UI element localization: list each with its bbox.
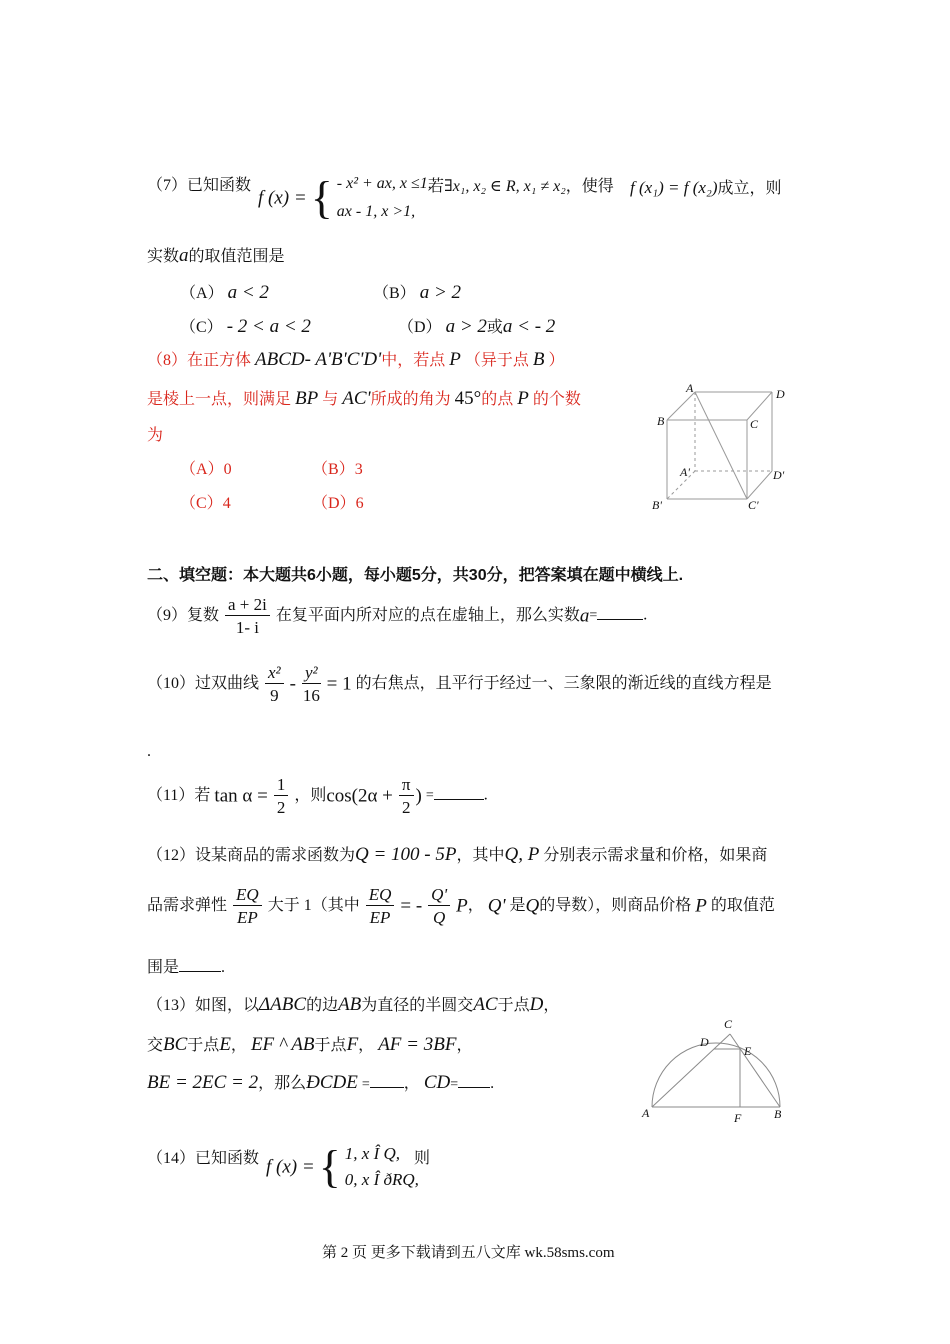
semicircle-label-f: F <box>734 1111 742 1125</box>
q8-option-a: （A）0 <box>180 461 232 478</box>
q7-equation: f (x₁) = f (x₂)成立，则 <box>630 178 782 197</box>
q8-line2: 是棱上一点，则满足 BP 与 AC'所成的角为 45°的点 P 的个数 <box>147 388 581 409</box>
cube-label-c: C <box>750 417 759 431</box>
q9-fraction: $\frac{a + 2i}{1- i}$ <box>225 596 270 636</box>
q8-option-b: （B）3 <box>312 461 363 478</box>
cube-label-b-prime: B' <box>652 498 662 512</box>
q14-lead: （14）已知函数 <box>147 1150 260 1167</box>
q9-line: （9）复数 $\frac{a + 2i}{1- i}$ 在复平面内所对应的点在虚轴上，那么实数a= . <box>147 595 648 637</box>
section-fill-in-heading: 二、填空题：本大题共6小题，每小题5分，共30分，把答案填在题中横线上. <box>147 567 684 584</box>
semicircle-label-b: B <box>774 1107 782 1121</box>
cube-label-c-prime: C' <box>748 498 759 512</box>
q7-line1: （7）已知函数 <box>147 177 252 194</box>
q14-piecewise: f (x) = { 1, x Î Q, 0, x Î ðRQ, <box>266 1141 419 1192</box>
q7-option-a: （A） a < 2 <box>180 282 269 303</box>
q8-option-c: （C）4 <box>180 495 231 512</box>
q13-line1: （13）如图，以ΔABC的边AB为直径的半圆交AC于点D， <box>147 994 560 1015</box>
semicircle-label-c: C <box>724 1017 733 1031</box>
cube-label-d: D <box>776 387 785 401</box>
cube-label-a-prime: A' <box>680 465 690 479</box>
left-brace-icon: { <box>318 1141 341 1192</box>
cube-label-a: A <box>686 381 694 395</box>
q10-dot: . <box>147 743 151 760</box>
page-footer: 第 2 页 更多下载请到五八文库 wk.58sms.com <box>322 1245 615 1261</box>
q13-line2: 交BC于点E， EF ^ AB于点F， AF = 3BF， <box>147 1034 473 1055</box>
q7-option-b: （B） a > 2 <box>373 282 462 303</box>
left-brace-icon: { <box>310 172 333 223</box>
q12-line2: 品需求弹性 $\frac{EQ}{EP}$ 大于 1（其中 $\frac{EQ}{EP}$ = - $\frac{Q'}{Q}$ P， Q' 是Q的导数），则商品价格 P 的取值范 <box>147 885 775 927</box>
cube-figure <box>645 378 795 516</box>
q12-line1: （12）设某商品的需求函数为Q = 100 - 5P，其中Q, P 分别表示需求量和价格，如果商 <box>147 844 768 865</box>
q7-option-c: （C） - 2 < a < 2 <box>180 316 311 337</box>
q7-line2: 实数a的取值范围是 <box>147 245 285 266</box>
semicircle-label-a: A <box>642 1106 650 1120</box>
q8-line1: （8）在正方体 ABCD- A'B'C'D'中，若点 P （异于点 B ） <box>147 349 565 370</box>
cube-label-d-prime: D' <box>773 468 785 482</box>
semicircle-label-d: D <box>700 1035 709 1049</box>
cube-label-b: B <box>657 414 665 428</box>
q13-angle-answer-blank[interactable] <box>370 1073 404 1088</box>
q7-piecewise: f (x) = { - x² + ax, x ≤1, ax - 1, x >1, <box>258 172 432 223</box>
q8-line3: 为 <box>147 427 164 444</box>
q11-line: （11）若 tan α = $\frac{1}{2}$ ，则cos(2α + $\frac{\pi}{2}$ ) = . <box>147 775 488 817</box>
q13-cd-answer-blank[interactable] <box>458 1073 490 1088</box>
q12-line3: 围是 . <box>147 959 226 976</box>
semicircle-figure <box>636 1014 796 1128</box>
q8-option-d: （D）6 <box>312 495 364 512</box>
semicircle-label-e: E <box>744 1044 752 1058</box>
q10-line: （10）过双曲线 $\frac{\text{x²}}{9}$ - $\frac{\text{y²}}{16}$ = 1 的右焦点，且平行于经过一、三象限的渐近线的直线方程是 <box>147 663 772 705</box>
q13-line3: BE = 2EC = 2，那么ÐCDE = ， CD= . <box>147 1072 495 1093</box>
q14-then: 则 <box>414 1150 431 1167</box>
q7-option-d: （D） a > 2或a < - 2 <box>398 316 556 337</box>
q11-answer-blank[interactable] <box>434 785 484 800</box>
q12-answer-blank[interactable] <box>179 957 221 972</box>
q9-answer-blank[interactable] <box>597 605 643 620</box>
q7-condition: 若∃x₁, x₂ ∈ R, x₁ ≠ x₂，使得 <box>428 178 614 195</box>
